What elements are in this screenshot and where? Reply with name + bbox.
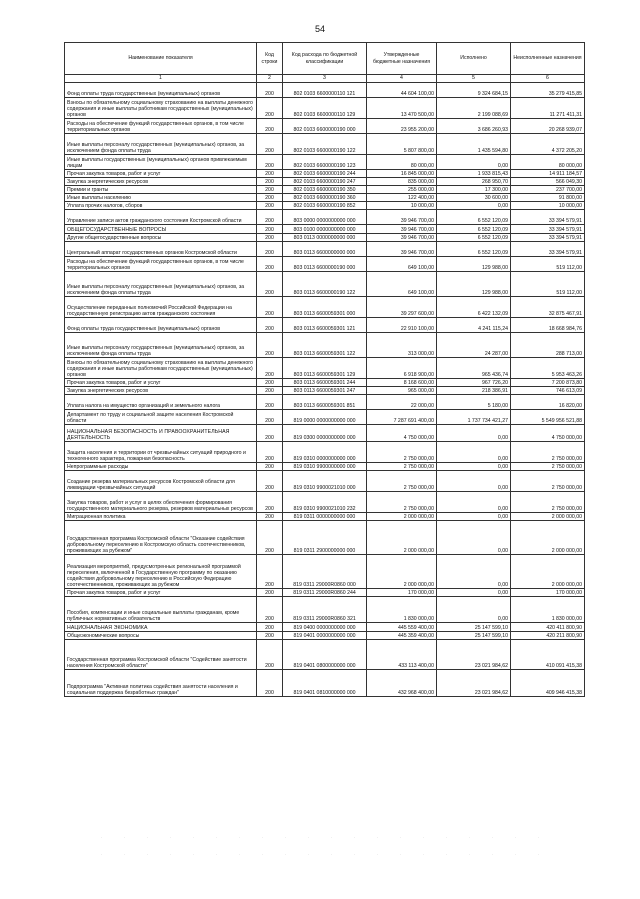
cell-budget-code: 802 0103 6600000190 350 [283, 186, 367, 194]
cell-name: Прочая закупка товаров, работ и услуг [65, 589, 257, 597]
cell-line-code: 200 [257, 589, 283, 597]
cell-unexecuted: 2 750 000,00 [511, 471, 585, 492]
cell-executed: 965 436,74 [437, 358, 511, 379]
table-row [65, 210, 585, 225]
cell-name: Государственная программа Костромской области "Оказание содействия добровольному переселению в Костромскую область соотечественников, проживающих за рубежом" [65, 521, 257, 555]
cell-approved: 2 750 000,00 [367, 463, 437, 471]
table-row [65, 379, 585, 387]
cell-budget-code: 819 0000 0000000000 000 [283, 410, 367, 425]
cell-line-code: 200 [257, 333, 283, 358]
cell-unexecuted: 420 411 800,90 [511, 623, 585, 632]
cell-budget-code: 802 0103 6600000110 129 [283, 98, 367, 119]
cell-budget-code: 819 0310 9900021010 232 [283, 492, 367, 513]
cell-line-code: 200 [257, 442, 283, 463]
column-number: 1 [65, 75, 257, 83]
cell-executed: 3 686 260,93 [437, 119, 511, 134]
cell-unexecuted: 2 750 000,00 [511, 463, 585, 471]
cell-approved: 835 000,00 [367, 178, 437, 186]
cell-executed: 25 147 599,10 [437, 632, 511, 640]
cell-executed: 4 241 115,24 [437, 318, 511, 333]
cell-name: Подпрограмма "Активная политика содействия занятости населения и социальная поддержка безработных граждан" [65, 670, 257, 697]
cell-approved: 432 968 400,00 [367, 670, 437, 697]
table-row [65, 98, 585, 119]
cell-unexecuted: 16 820,00 [511, 395, 585, 410]
column-number: 3 [283, 75, 367, 83]
cell-executed: 0,00 [437, 471, 511, 492]
cell-executed: 0,00 [437, 492, 511, 513]
cell-name: Иные выплаты персоналу государственных (муниципальных) органов, за исключением фонда оплаты труда [65, 333, 257, 358]
cell-executed: 0,00 [437, 155, 511, 170]
cell-name: НАЦИОНАЛЬНАЯ БЕЗОПАСНОСТЬ И ПРАВООХРАНИТЕЛЬНАЯ ДЕЯТЕЛЬНОСТЬ [65, 425, 257, 442]
cell-approved: 8 168 600,00 [367, 379, 437, 387]
cell-approved: 16 845 000,00 [367, 170, 437, 178]
column-number: 2 [257, 75, 283, 83]
cell-unexecuted: 237 700,00 [511, 186, 585, 194]
table-row [65, 623, 585, 632]
cell-budget-code: 819 0401 0800000000 000 [283, 640, 367, 670]
cell-unexecuted: 420 211 800,90 [511, 632, 585, 640]
table-row [65, 155, 585, 170]
cell-approved: 39 946 700,00 [367, 242, 437, 257]
table-row [65, 297, 585, 318]
cell-line-code: 200 [257, 134, 283, 155]
table-row [65, 492, 585, 513]
cell-budget-code: 802 0103 6600000190 123 [283, 155, 367, 170]
table-row [65, 186, 585, 194]
table-row [65, 463, 585, 471]
cell-executed: 2 199 088,69 [437, 98, 511, 119]
table-row [65, 234, 585, 242]
cell-unexecuted: 2 000 000,00 [511, 513, 585, 521]
cell-executed: 0,00 [437, 202, 511, 210]
cell-line-code: 200 [257, 623, 283, 632]
cell-budget-code: 819 0310 9900021010 000 [283, 471, 367, 492]
page-number: 54 [314, 24, 325, 34]
cell-name: Осуществление переданных полномочий Российской Федерации на государственную регистрацию актов гражданского состояния [65, 297, 257, 318]
table-row [65, 358, 585, 379]
cell-line-code: 200 [257, 297, 283, 318]
cell-line-code: 200 [257, 387, 283, 395]
cell-name: Управление записи актов гражданского состояния Костромской области [65, 210, 257, 225]
cell-line-code: 200 [257, 170, 283, 178]
cell-name: НАЦИОНАЛЬНАЯ ЭКОНОМИКА [65, 623, 257, 632]
cell-budget-code: 803 0113 6600000190 000 [283, 257, 367, 272]
cell-executed: 6 552 120,09 [437, 210, 511, 225]
table-row [65, 589, 585, 597]
table-row [65, 170, 585, 178]
cell-executed: 6 422 132,09 [437, 297, 511, 318]
cell-executed: 1 435 594,80 [437, 134, 511, 155]
cell-budget-code: 802 0103 6600000190 122 [283, 134, 367, 155]
cell-unexecuted: 11 271 411,31 [511, 98, 585, 119]
cell-budget-code: 819 0310 0000000000 000 [283, 442, 367, 463]
cell-name: Миграционная политика [65, 513, 257, 521]
cell-executed: 0,00 [437, 463, 511, 471]
cell-executed: 0,00 [437, 597, 511, 623]
cell-approved: 10 000,00 [367, 202, 437, 210]
cell-budget-code: 802 0103 6600000190 360 [283, 194, 367, 202]
cell-executed: 129 988,00 [437, 272, 511, 297]
cell-executed: 0,00 [437, 425, 511, 442]
cell-line-code: 200 [257, 670, 283, 697]
cell-name: Прочая закупка товаров, работ и услуг [65, 379, 257, 387]
table-row [65, 242, 585, 257]
cell-unexecuted: 2 000 000,00 [511, 521, 585, 555]
cell-budget-code: 802 0103 6600000110 121 [283, 83, 367, 98]
cell-name: ОБЩЕГОСУДАРСТВЕННЫЕ ВОПРОСЫ [65, 225, 257, 234]
table-row [65, 513, 585, 521]
cell-line-code: 200 [257, 242, 283, 257]
cell-budget-code: 819 0311 0000000000 000 [283, 513, 367, 521]
cell-unexecuted: 18 668 984,76 [511, 318, 585, 333]
cell-line-code: 200 [257, 98, 283, 119]
cell-approved: 4 750 000,00 [367, 425, 437, 442]
cell-name: Уплата прочих налогов, сборов [65, 202, 257, 210]
cell-approved: 313 000,00 [367, 333, 437, 358]
table-row [65, 640, 585, 670]
cell-name: Уплата налога на имущество организаций и земельного налога [65, 395, 257, 410]
cell-approved: 965 000,00 [367, 387, 437, 395]
cell-budget-code: 819 0401 0810000000 000 [283, 670, 367, 697]
cell-executed: 0,00 [437, 442, 511, 463]
cell-executed: 129 988,00 [437, 257, 511, 272]
cell-unexecuted: 4 750 000,00 [511, 425, 585, 442]
cell-line-code: 200 [257, 272, 283, 297]
cell-line-code: 200 [257, 463, 283, 471]
cell-line-code: 200 [257, 83, 283, 98]
cell-name: Фонд оплаты труда государственных (муниципальных) органов [65, 318, 257, 333]
table-row [65, 410, 585, 425]
cell-unexecuted: 410 091 415,38 [511, 640, 585, 670]
cell-line-code: 200 [257, 632, 283, 640]
cell-executed: 23 021 984,62 [437, 670, 511, 697]
table-row [65, 178, 585, 186]
cell-approved: 433 113 400,00 [367, 640, 437, 670]
cell-executed: 6 552 120,09 [437, 234, 511, 242]
cell-budget-code: 802 0103 6600000190 244 [283, 170, 367, 178]
cell-budget-code: 819 0311 2900000000 000 [283, 521, 367, 555]
cell-approved: 255 000,00 [367, 186, 437, 194]
cell-line-code: 200 [257, 257, 283, 272]
table-row [65, 521, 585, 555]
cell-approved: 5 807 800,00 [367, 134, 437, 155]
cell-name: Непрограммные расходы [65, 463, 257, 471]
table-row [65, 257, 585, 272]
cell-line-code: 200 [257, 410, 283, 425]
table-row [65, 202, 585, 210]
cell-line-code: 200 [257, 358, 283, 379]
cell-budget-code: 803 0113 6600059301 129 [283, 358, 367, 379]
table-row [65, 225, 585, 234]
cell-name: Иные выплаты персоналу государственных (муниципальных) органов, за исключением фонда оплаты труда [65, 134, 257, 155]
cell-approved: 39 946 700,00 [367, 234, 437, 242]
cell-approved: 2 750 000,00 [367, 492, 437, 513]
table-row [65, 119, 585, 134]
cell-unexecuted: 32 875 467,91 [511, 297, 585, 318]
cell-name: Прочая закупка товаров, работ и услуг [65, 170, 257, 178]
cell-name: Защита населения и территории от чрезвычайных ситуаций природного и техногенного характера, пожарная безопасность [65, 442, 257, 463]
cell-budget-code: 803 0000 0000000000 000 [283, 210, 367, 225]
cell-unexecuted: 519 112,00 [511, 257, 585, 272]
column-number-row [65, 75, 585, 83]
cell-unexecuted: 80 000,00 [511, 155, 585, 170]
table-row [65, 83, 585, 98]
cell-executed: 25 147 599,10 [437, 623, 511, 632]
cell-approved: 649 100,00 [367, 257, 437, 272]
cell-approved: 39 946 700,00 [367, 210, 437, 225]
cell-name: Иные выплаты персоналу государственных (муниципальных) органов, за исключением фонда оплаты труда [65, 272, 257, 297]
cell-unexecuted: 4 372 205,20 [511, 134, 585, 155]
header-unexecuted: Неисполненные назначения [511, 43, 585, 75]
table-header-row [65, 43, 585, 75]
cell-name: Расходы на обеспечение функций государственных органов, в том числе территориальных органов [65, 119, 257, 134]
header-approved: Утвержденные бюджетные назначения [367, 43, 437, 75]
column-number: 4 [367, 75, 437, 83]
cell-line-code: 200 [257, 492, 283, 513]
cell-name: Реализация мероприятий, предусмотренных региональной программой переселения, включенной в Государственную программу по оказанию содействия добровольному переселению в Российскую Федерацию соотечественников, проживающих за рубежом [65, 555, 257, 589]
cell-name: Взносы по обязательному социальному страхованию на выплаты денежного содержания и иные выплаты работникам государственных (муниципальных) органов [65, 98, 257, 119]
cell-executed: 30 600,00 [437, 194, 511, 202]
cell-line-code: 200 [257, 640, 283, 670]
cell-unexecuted: 5 953 463,26 [511, 358, 585, 379]
cell-unexecuted: 33 394 579,91 [511, 210, 585, 225]
cell-executed: 5 180,00 [437, 395, 511, 410]
cell-name: Общеэкономические вопросы [65, 632, 257, 640]
cell-name: Взносы по обязательному социальному страхованию на выплаты денежного содержания и иные выплаты работникам государственных (муниципальных) органов [65, 358, 257, 379]
cell-executed: 1 737 734 421,27 [437, 410, 511, 425]
cell-executed: 0,00 [437, 589, 511, 597]
cell-line-code: 200 [257, 178, 283, 186]
cell-unexecuted: 288 713,00 [511, 333, 585, 358]
cell-budget-code: 819 0400 0000000000 000 [283, 623, 367, 632]
cell-executed: 1 933 815,43 [437, 170, 511, 178]
cell-line-code: 200 [257, 521, 283, 555]
cell-name: Другие общегосударственные вопросы [65, 234, 257, 242]
cell-name: Создание резерва материальных ресурсов Костромской области для ликвидации чрезвычайных ситуаций [65, 471, 257, 492]
cell-line-code: 200 [257, 234, 283, 242]
cell-unexecuted: 2 750 000,00 [511, 442, 585, 463]
cell-approved: 649 100,00 [367, 272, 437, 297]
table-row [65, 272, 585, 297]
cell-unexecuted: 35 279 415,85 [511, 83, 585, 98]
cell-approved: 80 000,00 [367, 155, 437, 170]
cell-name: Закупка товаров, работ и услуг в целях обеспечения формирования государственного материального резерва, резервов материальных ресурсов [65, 492, 257, 513]
cell-unexecuted: 170 000,00 [511, 589, 585, 597]
cell-unexecuted: 91 800,00 [511, 194, 585, 202]
cell-approved: 2 000 000,00 [367, 555, 437, 589]
cell-unexecuted: 7 200 873,80 [511, 379, 585, 387]
cell-budget-code: 803 0113 6600059301 000 [283, 297, 367, 318]
cell-unexecuted: 20 268 939,07 [511, 119, 585, 134]
header-name: Наименование показателя [65, 43, 257, 75]
cell-name: Пособия, компенсации и иные социальные выплаты гражданам, кроме публичных нормативных обязательств [65, 597, 257, 623]
cell-line-code: 200 [257, 225, 283, 234]
cell-line-code: 200 [257, 318, 283, 333]
cell-budget-code: 803 0113 6600059301 122 [283, 333, 367, 358]
cell-line-code: 200 [257, 395, 283, 410]
cell-unexecuted: 519 112,00 [511, 272, 585, 297]
cell-name: Расходы на обеспечение функций государственных органов, в том числе территориальных органов [65, 257, 257, 272]
table-row [65, 425, 585, 442]
header-budget-code: Код расхода по бюджетной классификации [283, 43, 367, 75]
cell-approved: 44 604 100,00 [367, 83, 437, 98]
cell-line-code: 200 [257, 119, 283, 134]
cell-approved: 22 000,00 [367, 395, 437, 410]
cell-approved: 2 750 000,00 [367, 471, 437, 492]
budget-execution-table [64, 42, 585, 697]
table-row [65, 194, 585, 202]
cell-budget-code: 802 0103 6600000190 247 [283, 178, 367, 186]
cell-executed: 24 287,00 [437, 333, 511, 358]
cell-approved: 13 470 500,00 [367, 98, 437, 119]
cell-approved: 445 359 400,00 [367, 632, 437, 640]
cell-approved: 445 559 400,00 [367, 623, 437, 632]
table-row [65, 442, 585, 463]
scan-noise [90, 829, 550, 869]
cell-line-code: 200 [257, 425, 283, 442]
cell-approved: 122 400,00 [367, 194, 437, 202]
cell-unexecuted: 14 911 184,57 [511, 170, 585, 178]
cell-unexecuted: 33 394 579,91 [511, 225, 585, 234]
table-row [65, 387, 585, 395]
cell-budget-code: 819 0311 29000R0860 000 [283, 555, 367, 589]
cell-approved: 1 830 000,00 [367, 597, 437, 623]
table-row [65, 318, 585, 333]
table-row [65, 333, 585, 358]
cell-unexecuted: 1 830 000,00 [511, 597, 585, 623]
cell-line-code: 200 [257, 379, 283, 387]
cell-unexecuted: 33 394 579,91 [511, 242, 585, 257]
cell-line-code: 200 [257, 555, 283, 589]
cell-line-code: 200 [257, 471, 283, 492]
cell-budget-code: 803 0100 0000000000 000 [283, 225, 367, 234]
cell-budget-code: 819 0401 0000000000 000 [283, 632, 367, 640]
cell-budget-code: 819 0300 0000000000 000 [283, 425, 367, 442]
cell-budget-code: 803 0113 6600000190 122 [283, 272, 367, 297]
cell-unexecuted: 5 549 956 521,88 [511, 410, 585, 425]
cell-executed: 268 950,70 [437, 178, 511, 186]
cell-line-code: 200 [257, 597, 283, 623]
cell-name: Департамент по труду и социальной защите населения Костромской области [65, 410, 257, 425]
cell-executed: 0,00 [437, 555, 511, 589]
cell-unexecuted: 409 946 415,38 [511, 670, 585, 697]
table-row [65, 597, 585, 623]
cell-line-code: 200 [257, 155, 283, 170]
table-row [65, 670, 585, 697]
cell-budget-code: 803 0113 6600000000 000 [283, 242, 367, 257]
cell-executed: 23 021 984,62 [437, 640, 511, 670]
table-row [65, 555, 585, 589]
cell-name: Закупка энергетических ресурсов [65, 178, 257, 186]
cell-approved: 23 955 200,00 [367, 119, 437, 134]
cell-executed: 218 386,91 [437, 387, 511, 395]
cell-budget-code: 803 0113 6600059301 244 [283, 379, 367, 387]
cell-unexecuted: 2 750 000,00 [511, 492, 585, 513]
cell-unexecuted: 2 000 000,00 [511, 555, 585, 589]
cell-budget-code: 819 0311 29000R0860 244 [283, 589, 367, 597]
cell-approved: 170 000,00 [367, 589, 437, 597]
cell-name: Фонд оплаты труда государственных (муниципальных) органов [65, 83, 257, 98]
column-number: 6 [511, 75, 585, 83]
cell-line-code: 200 [257, 202, 283, 210]
cell-line-code: 200 [257, 186, 283, 194]
table-row [65, 632, 585, 640]
cell-budget-code: 819 0310 9900000000 000 [283, 463, 367, 471]
table-body [65, 83, 585, 697]
table-row [65, 395, 585, 410]
cell-unexecuted: 10 000,00 [511, 202, 585, 210]
cell-budget-code: 802 0103 6600000190 000 [283, 119, 367, 134]
cell-budget-code: 803 0113 6600059301 121 [283, 318, 367, 333]
cell-executed: 0,00 [437, 513, 511, 521]
cell-line-code: 200 [257, 194, 283, 202]
cell-unexecuted: 33 394 579,91 [511, 234, 585, 242]
cell-executed: 6 552 120,09 [437, 225, 511, 234]
cell-approved: 2 000 000,00 [367, 521, 437, 555]
table-row [65, 471, 585, 492]
cell-unexecuted: 566 049,30 [511, 178, 585, 186]
cell-name: Центральный аппарат государственных органов Костромской области [65, 242, 257, 257]
header-executed: Исполнено [437, 43, 511, 75]
cell-executed: 0,00 [437, 521, 511, 555]
cell-name: Закупка энергетических ресурсов [65, 387, 257, 395]
cell-approved: 22 910 100,00 [367, 318, 437, 333]
cell-name: Премии и гранты [65, 186, 257, 194]
cell-approved: 2 750 000,00 [367, 442, 437, 463]
cell-executed: 9 324 684,15 [437, 83, 511, 98]
cell-name: Иные выплаты государственных (муниципальных) органов привлекаемым лицам [65, 155, 257, 170]
cell-unexecuted: 746 613,09 [511, 387, 585, 395]
cell-name: Иные выплаты населению [65, 194, 257, 202]
cell-executed: 6 552 120,09 [437, 242, 511, 257]
column-number: 5 [437, 75, 511, 83]
cell-budget-code: 803 0113 0000000000 000 [283, 234, 367, 242]
cell-budget-code: 803 0113 6600059301 851 [283, 395, 367, 410]
cell-name: Государственная программа Костромской области "Содействие занятости населения Костромской области" [65, 640, 257, 670]
cell-line-code: 200 [257, 513, 283, 521]
cell-budget-code: 803 0113 6600059301 247 [283, 387, 367, 395]
cell-executed: 967 726,20 [437, 379, 511, 387]
cell-budget-code: 819 0311 29000R0860 321 [283, 597, 367, 623]
cell-line-code: 200 [257, 210, 283, 225]
cell-approved: 39 946 700,00 [367, 225, 437, 234]
cell-approved: 2 000 000,00 [367, 513, 437, 521]
table-row [65, 134, 585, 155]
cell-approved: 39 297 600,00 [367, 297, 437, 318]
header-line-code: Код строки [257, 43, 283, 75]
cell-executed: 17 300,00 [437, 186, 511, 194]
cell-approved: 6 918 900,00 [367, 358, 437, 379]
cell-approved: 7 287 691 400,00 [367, 410, 437, 425]
cell-budget-code: 802 0103 6600000190 852 [283, 202, 367, 210]
